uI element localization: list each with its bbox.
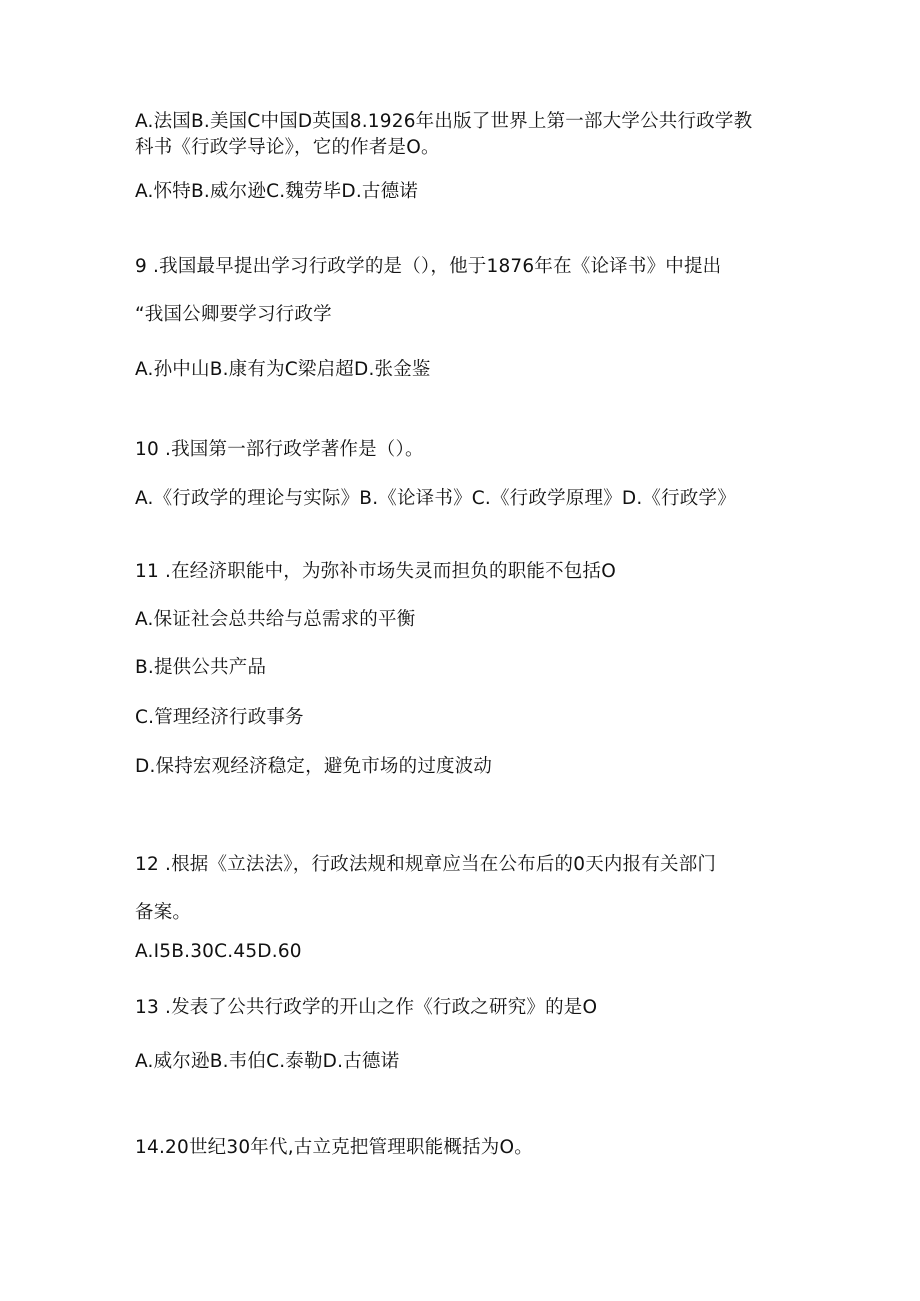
q8-options: A.怀特B.威尔逊C.魏劳毕D.古德诺 — [135, 181, 419, 202]
q10-stem: 10 .我国第一部行政学著作是（）。 — [135, 439, 424, 460]
q11-option-d: D.保持宏观经济稳定，避免市场的过度波动 — [135, 756, 493, 777]
q11-option-c: C.管理经济行政事务 — [135, 707, 304, 728]
q11-option-a: A.保证社会总共给与总需求的平衡 — [135, 609, 416, 630]
q11-option-b: B.提供公共产品 — [135, 657, 267, 678]
q12-stem-line-2: 备案。 — [135, 902, 192, 923]
q9-options: A.孙中山B.康有为C梁启超D.张金鉴 — [135, 359, 431, 380]
q9-quote: “我国公卿要学习行政学 — [135, 304, 332, 325]
q14-stem: 14.20世纪30年代,古立克把管理职能概括为O。 — [135, 1137, 533, 1158]
q11-stem: 11 .在经济职能中，为弥补市场失灵而担负的职能不包括O — [135, 561, 616, 582]
q13-stem: 13 .发表了公共行政学的开山之作《行政之研究》的是O — [135, 997, 598, 1018]
q12-options: A.I5B.30C.45D.60 — [135, 941, 302, 962]
q8-stem-options-line: A.法国B.美国C中国D英国8.1926年出版了世界上第一部大学公共行政学教 — [135, 111, 753, 132]
q12-stem: 12 .根据《立法法》，行政法规和规章应当在公布后的0天内报有关部门 — [135, 854, 717, 875]
q9-stem: 9 .我国最早提出学习行政学的是（），他于1876年在《论译书》中提出 — [135, 256, 722, 277]
q10-options: A.《行政学的理论与实际》B.《论译书》C.《行政学原理》D.《行政学》 — [135, 488, 736, 509]
q13-options: A.威尔逊B.韦伯C.泰勒D.古德诺 — [135, 1051, 400, 1072]
q8-stem-line-2: 科书《行政学导论》，它的作者是O。 — [135, 137, 440, 158]
